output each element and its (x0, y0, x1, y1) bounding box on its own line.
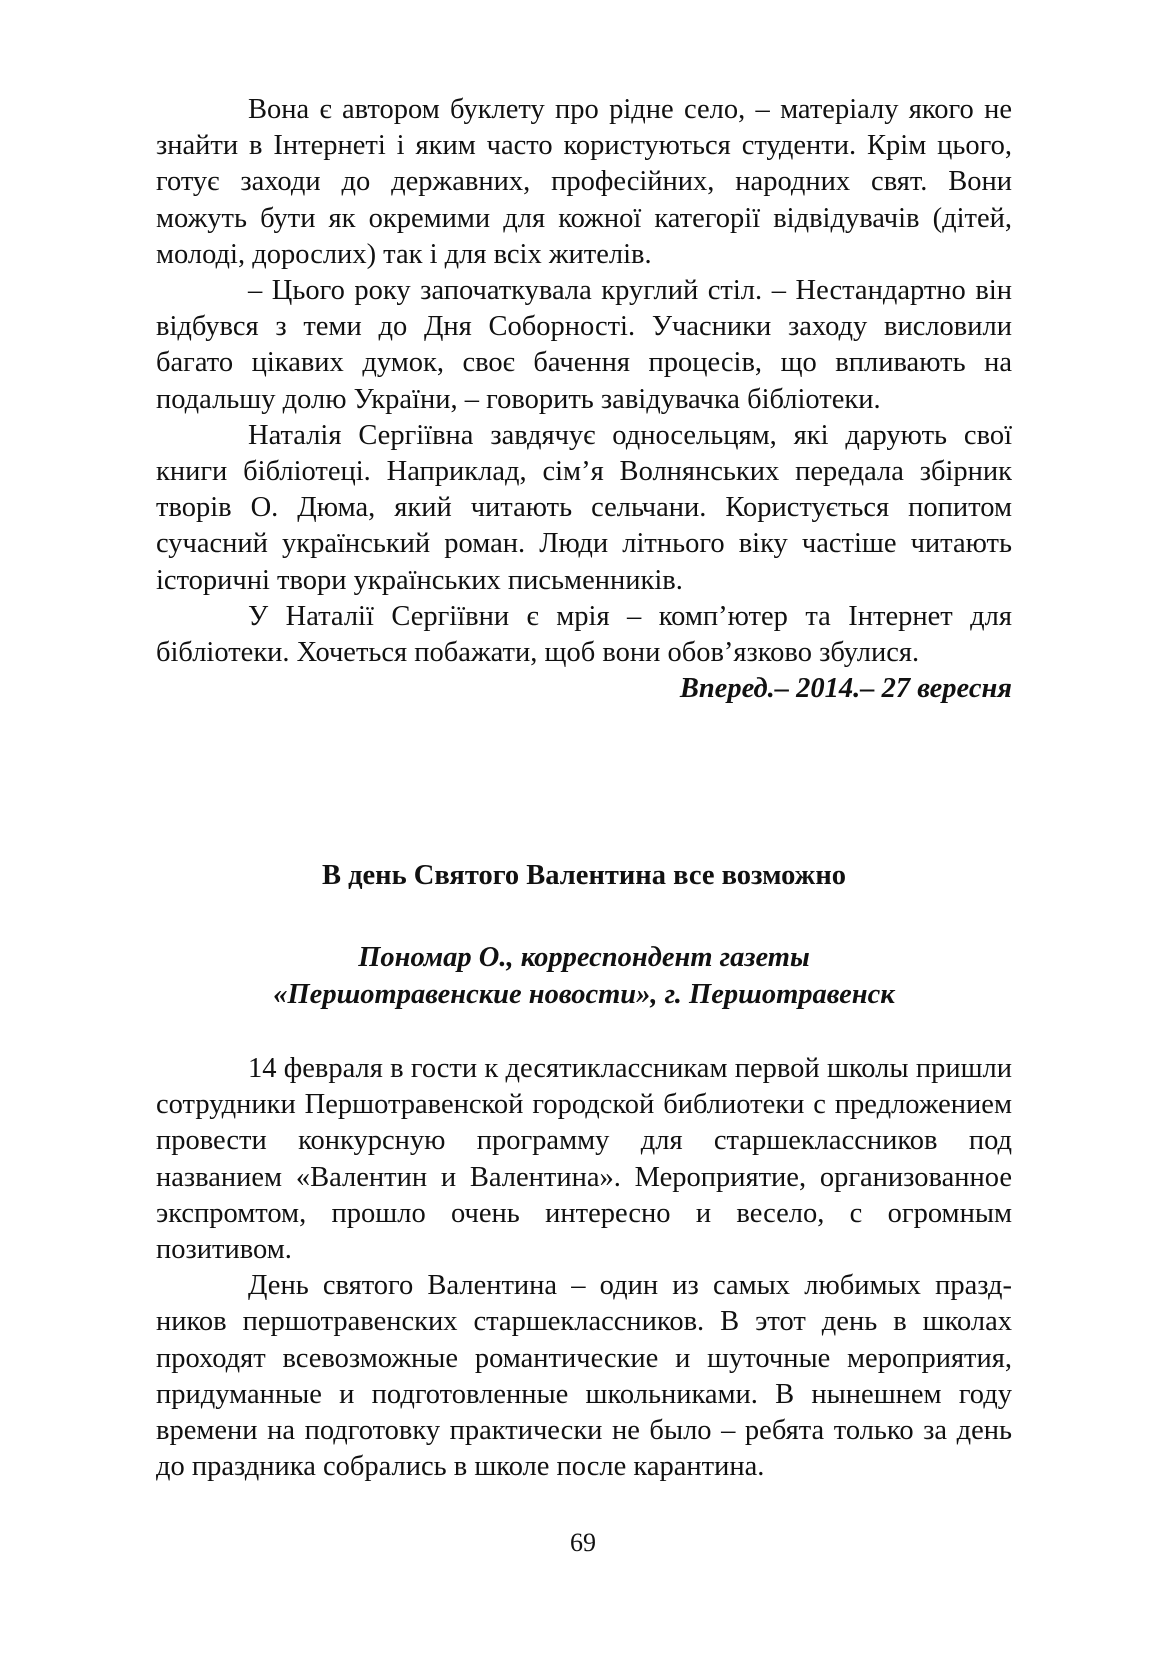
author-line: «Першотравенские новости», г. Першотравенск (273, 978, 895, 1010)
paragraph: Наталія Сергіївна завдячує односельцям, які дарують свої книги бібліотеці. Наприклад, сім’я Волнянських передала збірник творів О. Дюма, який читають сельчани. Користується попитом сучасний український роман. Люди літнього віку частіше читають історичні твори українських письменників. (156, 419, 1012, 596)
article-body (156, 1051, 1012, 1485)
paragraph: – Цього року започаткувала круглий стіл. – Нестандартно він відбувся з теми до Дня Соборності. Учасники заходу висловили багато цікавих думок, своє бачення процесів, що впливають на подальшу долю України, – говорить завідувачка бібліотеки. (156, 275, 1012, 415)
paragraph: Вона є автором буклету про рідне село, – матеріалу якого не знайти в Інтернеті і яким часто користуються студенти. Крім цього, готує заходи до державних, професійних, народних свят. Вони можуть бути як окремими для кожної категорії відвідувачів (дітей, молоді, дорослих) так і для всіх жителів. (156, 94, 1012, 270)
page-number: 69 (570, 1528, 596, 1557)
paragraph: 14 февраля в гости к десятиклассникам первой школы пришли сотрудники Першотравенской городской библиотеки с предложением провести конкурсную программу для старшеклассников под названием «Валентин и Валентина». Мероприятие, организованное экспромтом, прошло очень интересно и весело, с огромным позитивом. (156, 1053, 1012, 1266)
author-line: Пономар О., корреспондент газеты (358, 942, 810, 973)
article-author (156, 940, 1012, 1013)
previous-article-ending (156, 92, 1012, 707)
paragraph: День святого Валентина – один из самых любимых праздников першотравенских старшеклассников. В этот день в школах проходят всевозможные романтические и шуточные мероприятия, придуманные и подготовленные школьниками. В нынешнем году времени на подготовку практически не было – ребята только за день до праздника собрались в школе после карантина. (156, 1270, 1012, 1483)
paragraph: У Наталії Сергіївни є мрія – комп’ютер та Інтернет для бібліотеки. Хочеться побажати, щоб вони обов’язково збулися. (156, 600, 1012, 669)
source-citation: Вперед.– 2014.– 27 вересня (679, 673, 1012, 705)
article-title: В день Святого Валентина все возможно (321, 860, 847, 891)
